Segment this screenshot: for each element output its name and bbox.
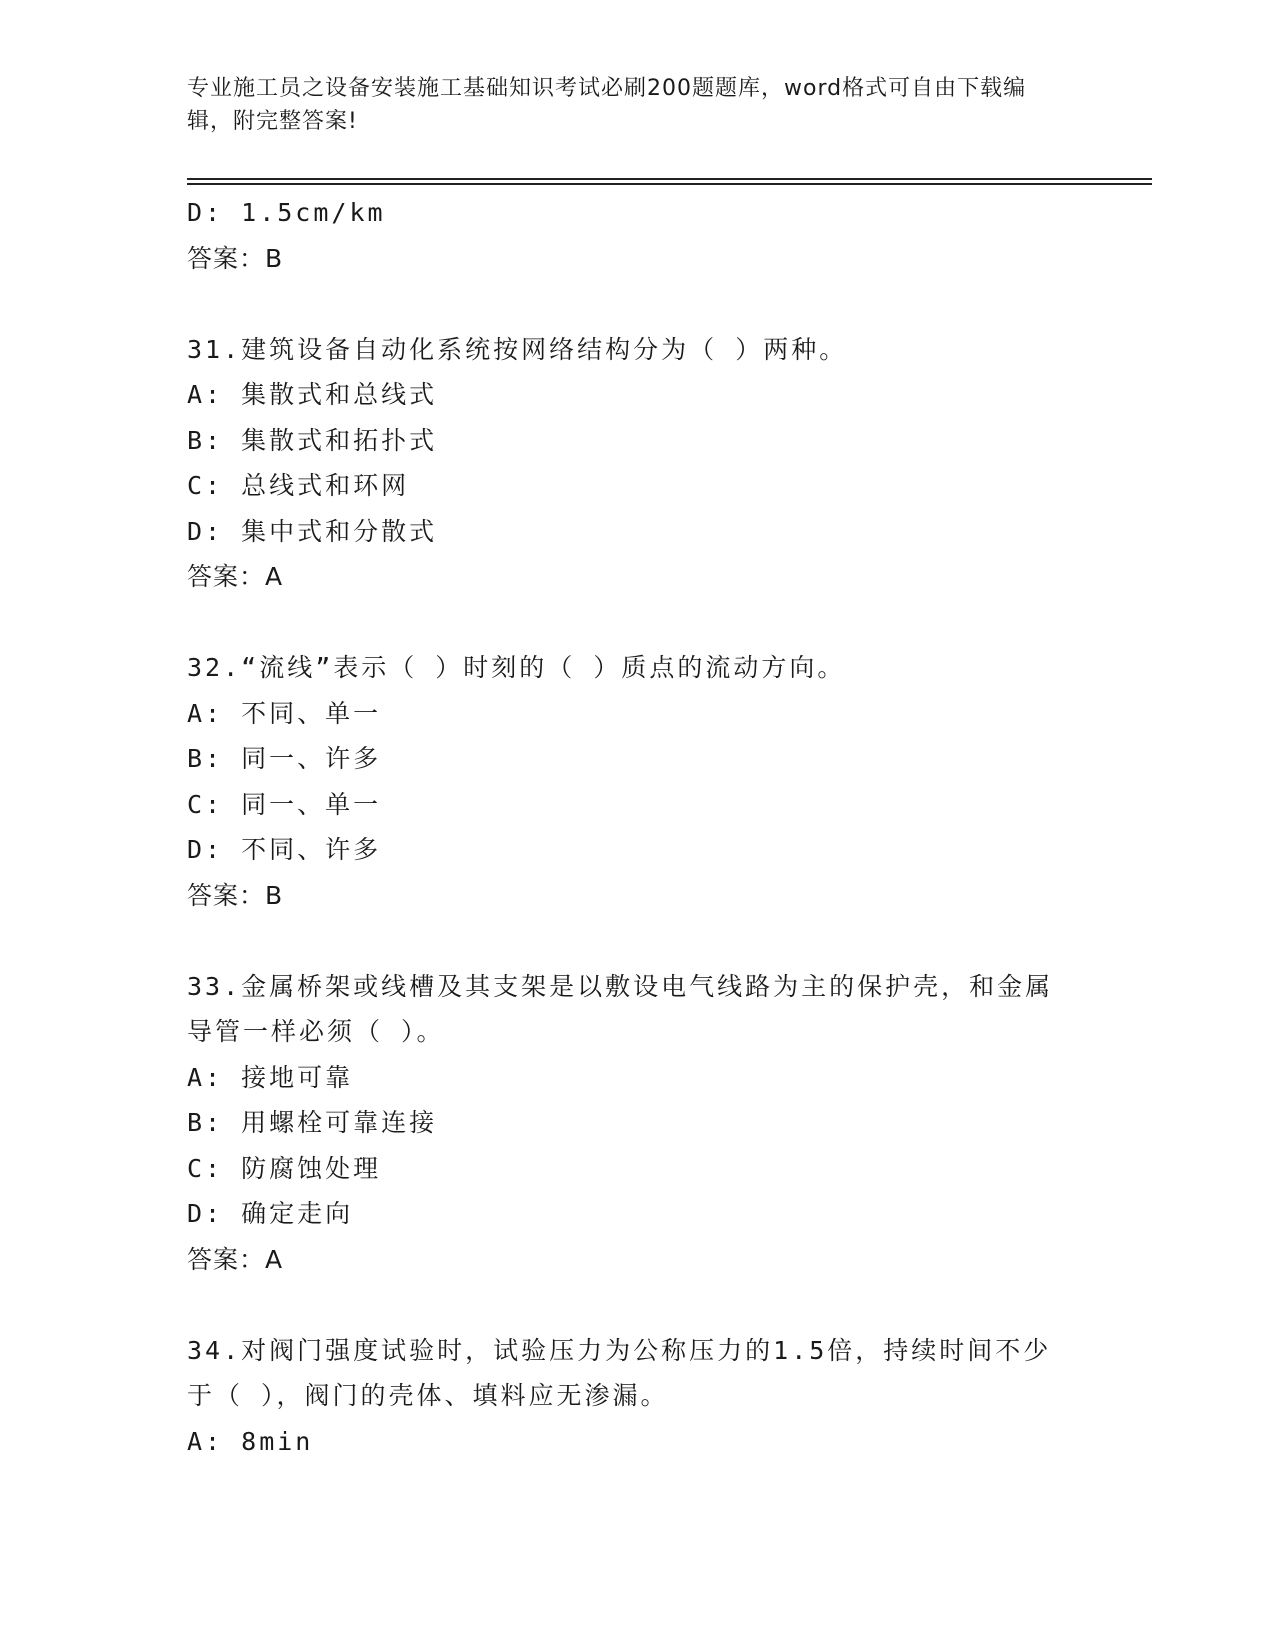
header-title: 专业施工员之设备安装施工基础知识考试必刷200题题库，word格式可自由下载编辑，附完整答案! [187, 76, 1027, 134]
option-a: A: 8min [187, 1426, 314, 1456]
carryover-option-d: D: 1.5cm/km [187, 198, 386, 227]
question-stem: 31.建筑设备自动化系统按网络结构分为（ ）两种。 [187, 334, 848, 364]
spacer [187, 281, 1087, 327]
option-d: D: 集中式和分散式 [187, 516, 438, 546]
option-c: C: 总线式和环网 [187, 471, 410, 500]
option-c: C: 同一、单一 [187, 789, 382, 819]
option-d: D: 确定走向 [187, 1199, 354, 1228]
question-34 [187, 1328, 1087, 1465]
carryover-answer: 答案：B [187, 243, 284, 273]
answer: 答案：B [187, 880, 284, 910]
question-32 [187, 645, 1087, 918]
option-a: A: 集散式和总线式 [187, 380, 438, 409]
option-b: B: 集散式和拓扑式 [187, 425, 438, 455]
option-c: C: 防腐蚀处理 [187, 1153, 382, 1183]
option-a: A: 不同、单一 [187, 698, 382, 728]
spacer [187, 1282, 1087, 1328]
question-stem: 33.金属桥架或线槽及其支架是以敷设电气线路为主的保护壳，和金属导管一样必须（ ）。 [187, 971, 1054, 1046]
question-31 [187, 327, 1087, 600]
header-rule-top [187, 178, 1152, 180]
document-header [187, 72, 1067, 138]
answer: 答案：A [187, 1244, 284, 1274]
spacer [187, 600, 1087, 646]
question-stem: 34.对阀门强度试验时，试验压力为公称压力的1.5倍，持续时间不少于（ ），阀门的壳体、填料应无渗漏。 [187, 1335, 1052, 1410]
question-33 [187, 964, 1087, 1283]
option-b: B: 用螺栓可靠连接 [187, 1108, 438, 1137]
header-rule-bottom [187, 183, 1152, 185]
question-list [187, 190, 1087, 1464]
spacer [187, 918, 1087, 964]
question-stem: 32.“流线”表示（ ）时刻的（ ）质点的流动方向。 [187, 653, 846, 682]
answer: 答案：A [187, 562, 284, 591]
option-b: B: 同一、许多 [187, 744, 382, 773]
option-a: A: 接地可靠 [187, 1062, 354, 1092]
option-d: D: 不同、许多 [187, 835, 382, 864]
